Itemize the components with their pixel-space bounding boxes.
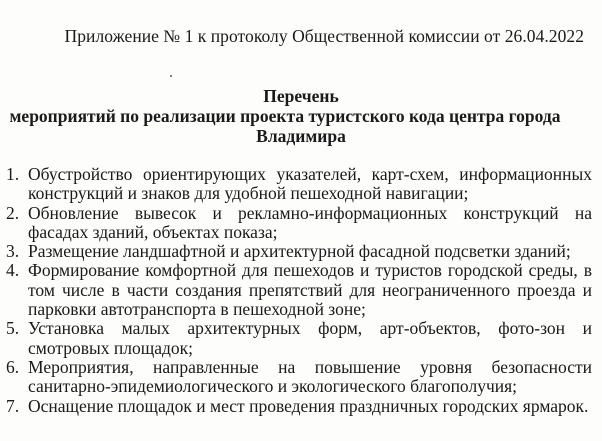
item-text: Установка малых архитектурных форм, арт-объектов, фото-зон и смотровых площадок; [28,318,592,358]
item-number: 2. [6,202,20,223]
item-number: 4. [6,260,20,281]
measures-list [6,165,592,416]
item-text: Обновление вывесок и рекламно-информационных конструкций на фасадах зданий, объектах показа; [28,202,592,242]
item-number: 7. [6,395,20,416]
item-number: 3. [6,241,20,262]
item-text: Формирование комфортной для пешеходов и туристов городской среды, в том числе в части создания препятствий для неограниченного проезда и парковки автотранспорта в пешеходной зоне; [28,260,592,320]
item-number: 5. [6,318,20,339]
item-number: 6. [6,356,20,377]
list-item [6,165,592,204]
item-text: Оснащение площадок и мест проведения праздничных городских ярмарок. [28,395,589,416]
list-item [6,242,592,261]
item-number: 1. [6,164,20,184]
list-item [6,358,592,397]
list-item [6,319,592,358]
item-text: Размещение ландшафтной и архитектурной фасадной подсветки зданий; [28,241,571,262]
list-item [6,397,592,416]
list-item [6,261,592,319]
title-line-1: Перечень [263,86,339,106]
annex-reference: Приложение № 1 к протоколу Общественной комиссии от 26.04.2022 [64,26,584,46]
list-item [6,204,592,243]
item-text: Обустройство ориентирующих указателей, карт-схем, информационных конструкций и знаков для удобной пешеходной навигации; [28,164,592,204]
title-line-3: Владимира [256,126,346,146]
item-text: Мероприятия, направленные на повышение уровня безопасности санитарно-эпидемиологического и экологического благополучия; [28,356,592,397]
title-line-2: мероприятий по реализации проекта туристского кода центра города [9,106,561,126]
scan-speck [170,75,172,77]
